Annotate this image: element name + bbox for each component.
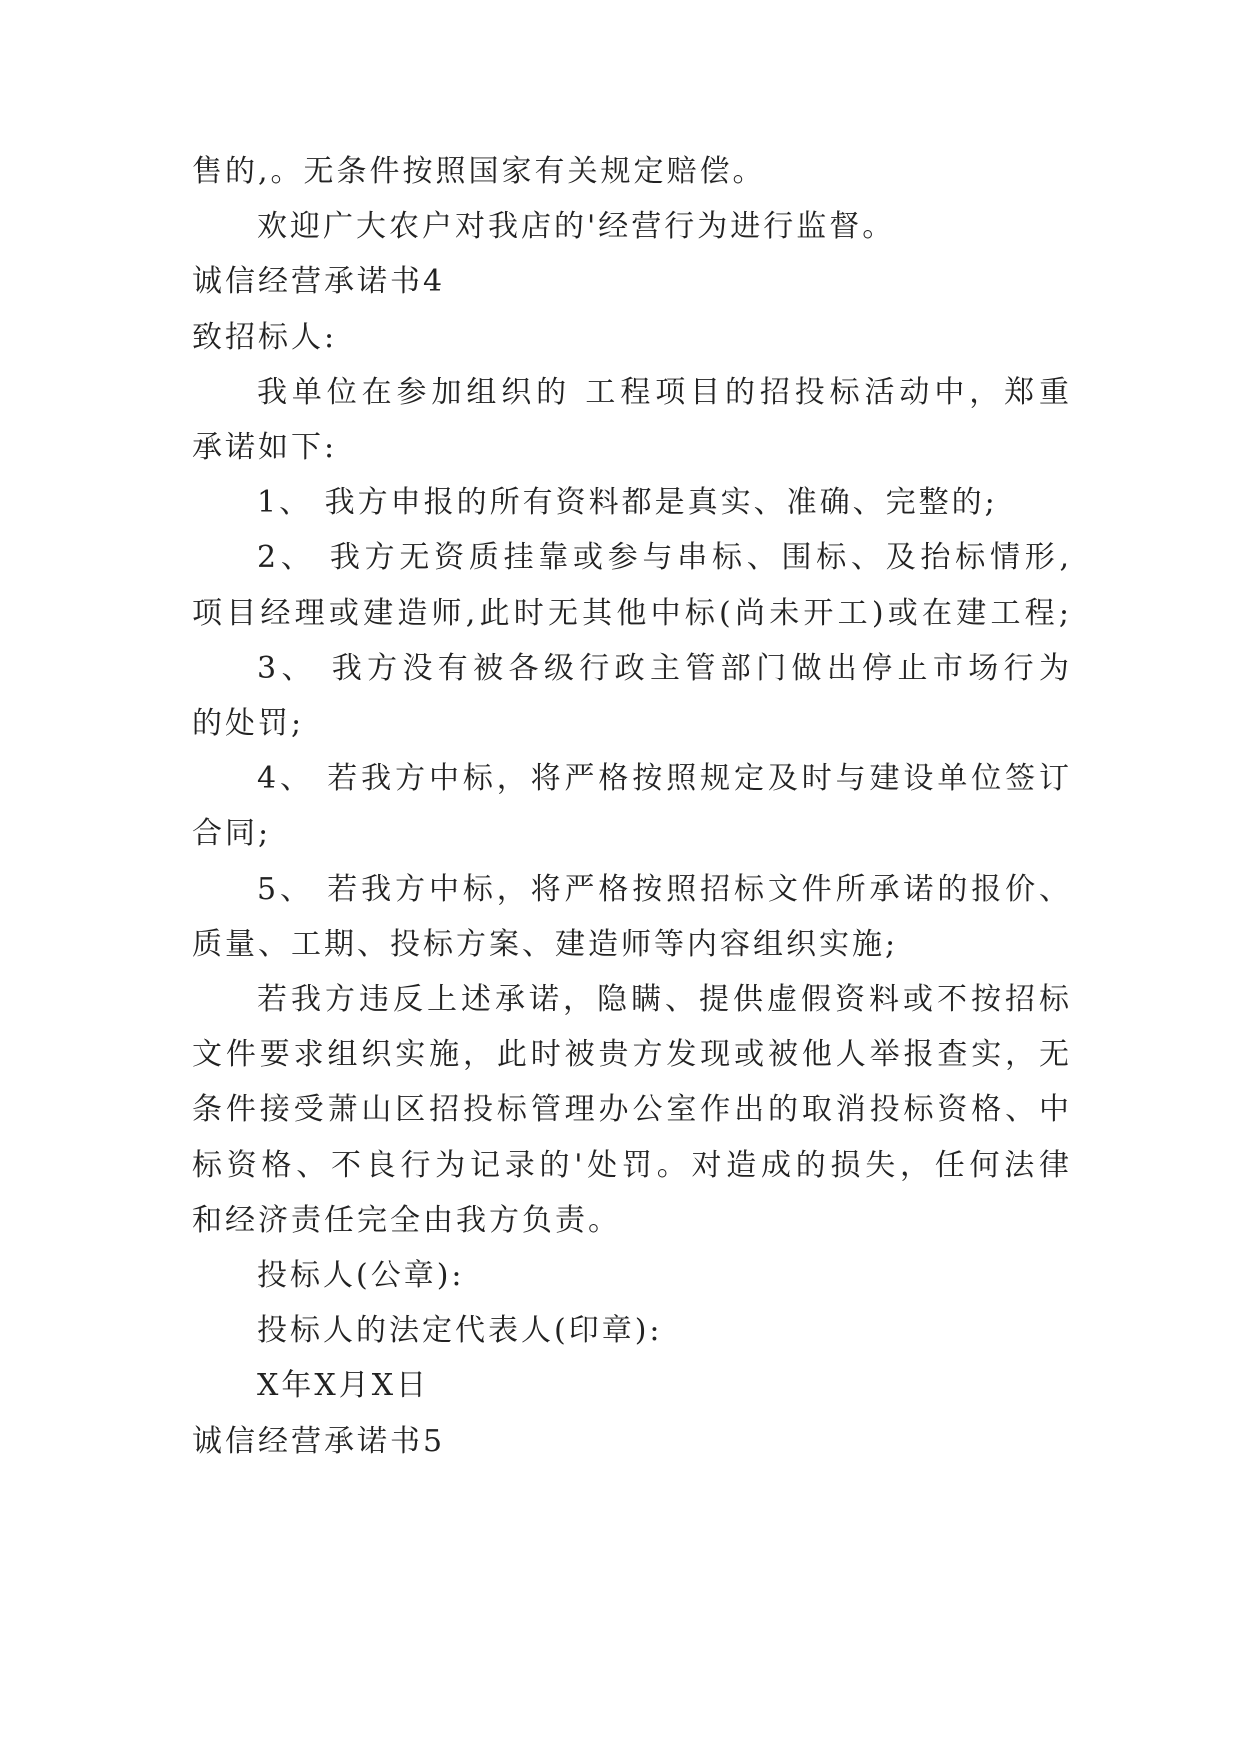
text-line: 项目经理或建造师,此时无其他中标(尚未开工)或在建工程; — [192, 596, 1072, 631]
signature-line: 投标人(公章): — [257, 1258, 465, 1293]
text-line: 标资格、不良行为记录的'处罚。对造成的损失，任何法律 — [192, 1148, 1072, 1183]
list-item: 5、 若我方中标，将严格按照招标文件所承诺的报价、 — [257, 872, 1072, 907]
list-item: 3、 我方没有被各级行政主管部门做出停止市场行为 — [257, 651, 1072, 686]
date-line: X年X月X日 — [257, 1368, 430, 1403]
section-heading: 诚信经营承诺书5 — [192, 1424, 446, 1459]
text-line: 若我方违反上述承诺，隐瞒、提供虚假资料或不按招标 — [257, 982, 1072, 1017]
text-line: 合同; — [192, 816, 272, 851]
section-heading: 诚信经营承诺书4 — [192, 264, 446, 299]
salutation: 致招标人: — [192, 320, 338, 355]
text-line: 条件接受萧山区招投标管理办公室作出的取消投标资格、中 — [192, 1092, 1072, 1127]
text-line: 我单位在参加组织的 工程项目的招投标活动中，郑重 — [257, 375, 1072, 410]
text-line: 质量、工期、投标方案、建造师等内容组织实施; — [192, 927, 899, 962]
text-line: 的处罚; — [192, 706, 305, 741]
text-line: 售的,。无条件按照国家有关规定赔偿。 — [192, 154, 766, 189]
list-item: 2、 我方无资质挂靠或参与串标、围标、及抬标情形, — [257, 540, 1072, 575]
text-line: 和经济责任完全由我方负责。 — [192, 1203, 621, 1238]
signature-line: 投标人的法定代表人(印章): — [257, 1313, 663, 1348]
text-line: 文件要求组织实施，此时被贵方发现或被他人举报查实，无 — [192, 1037, 1072, 1072]
text-line: 欢迎广大农户对我店的'经营行为进行监督。 — [257, 209, 896, 244]
text-line: 承诺如下: — [192, 430, 338, 465]
list-item: 4、 若我方中标，将严格按照规定及时与建设单位签订 — [257, 761, 1072, 796]
list-item: 1、 我方申报的所有资料都是真实、准确、完整的; — [257, 485, 998, 520]
